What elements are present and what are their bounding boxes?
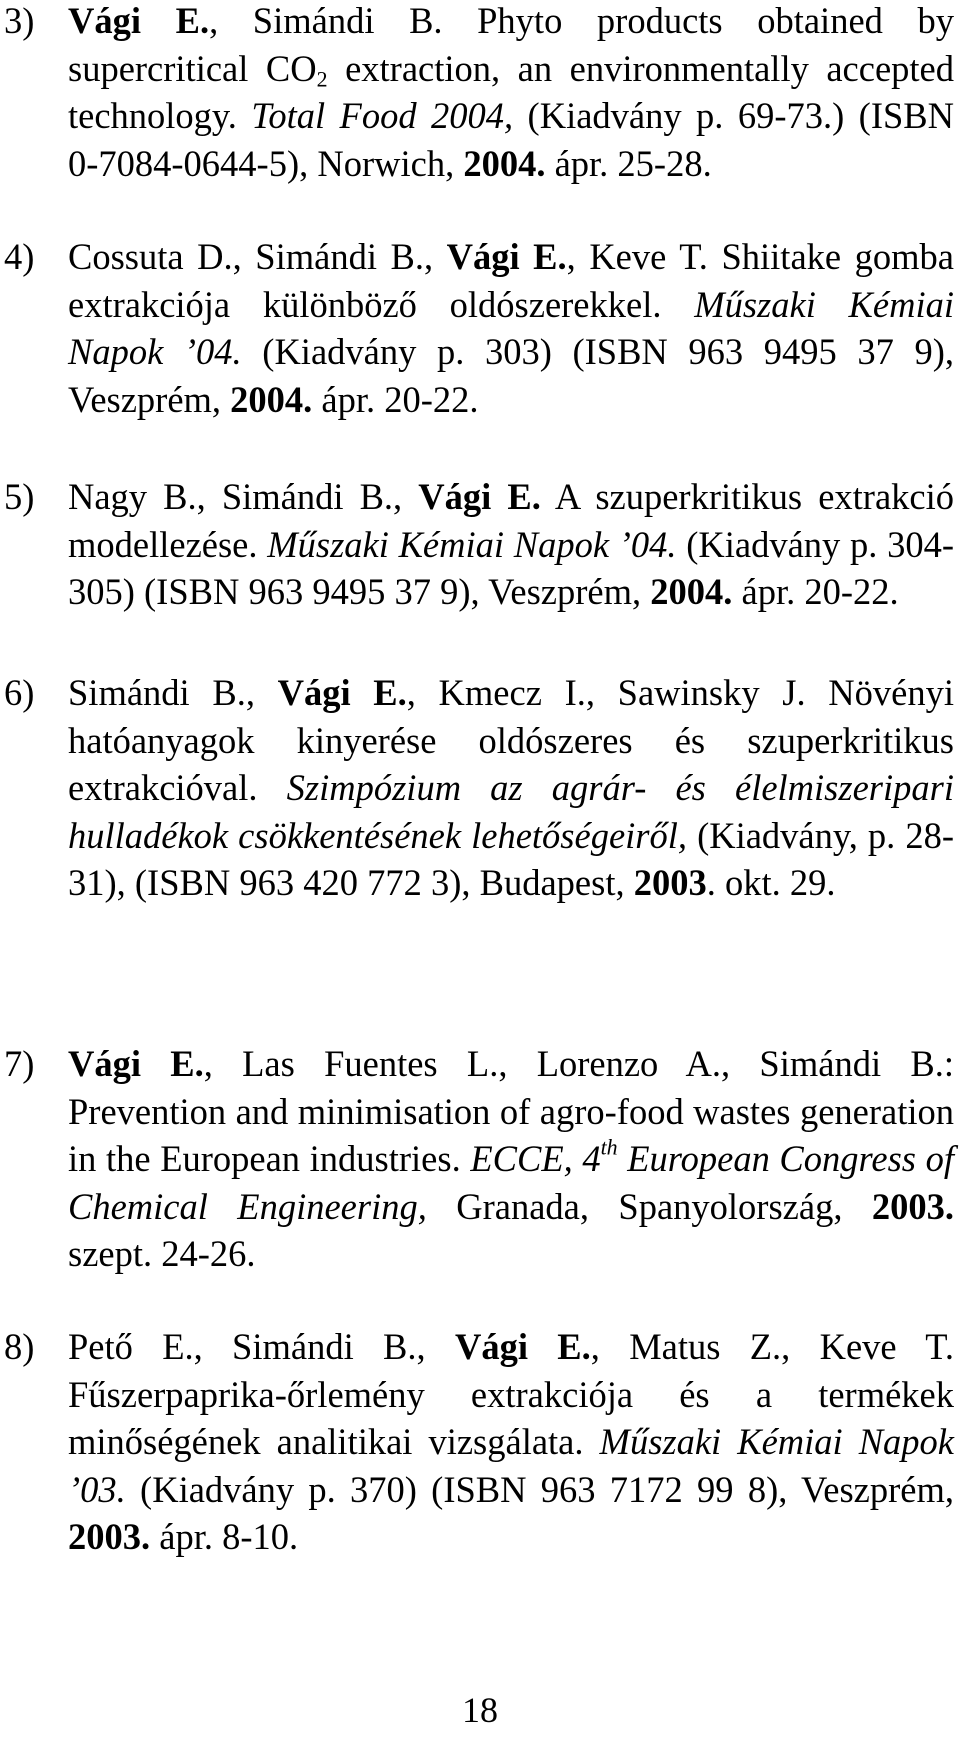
reference-segment: 2004.	[463, 142, 546, 184]
reference-segment: extraction, an environmentally accepted technology.	[68, 47, 954, 136]
reference-text	[68, 1040, 954, 1278]
reference-segment: Vági E.	[418, 476, 541, 517]
reference-number: 6)	[4, 672, 35, 713]
reference-segment: Műszaki Kémiai Napok ’03.	[68, 1421, 954, 1510]
reference-segment: Pető E., Simándi B.,	[68, 1326, 455, 1367]
reference-segment: ápr. 25-28.	[545, 142, 712, 184]
reference-segment: 2003.	[68, 1516, 151, 1557]
reference-item	[4, 1040, 954, 1278]
reference-segment: (Kiadvány p. 304-305) (ISBN 963 9495 37 9), Veszprém,	[68, 523, 954, 612]
reference-segment: 2003	[633, 862, 707, 903]
reference-number: 8)	[4, 1326, 35, 1367]
reference-segment: Vági E.	[277, 672, 407, 713]
page-number: 18	[462, 1690, 498, 1730]
reference-segment: Műszaki Kémiai Napok ’04.	[68, 283, 954, 372]
reference-segment: ECCE, 4	[470, 1138, 601, 1179]
reference-segment: A szuperkritikus extrakció modellezése.	[68, 476, 954, 565]
reference-segment: , Kmecz I., Sawinsky J. Növényi hatóanyagok kinyerése oldószeres és szuperkritikus extrakcióval.	[68, 672, 954, 808]
reference-segment: Simándi B.,	[68, 672, 278, 713]
reference-segment: Vági E.	[68, 0, 210, 41]
reference-item	[4, 0, 954, 187]
reference-number: 4)	[4, 236, 35, 277]
reference-segment: 2	[316, 65, 328, 91]
reference-segment: , Matus Z., Keve T. Fűszerpaprika-őrlemény extrakciója és a termékek minőségének analitikai vizsgálata.	[68, 1326, 954, 1462]
reference-text	[68, 233, 954, 423]
reference-segment: 2004.	[650, 571, 733, 612]
reference-item	[4, 233, 954, 423]
reference-segment: Műszaki Kémiai Napok ’04.	[267, 523, 677, 565]
reference-number: 7)	[4, 1043, 35, 1084]
reference-text	[68, 1323, 954, 1561]
reference-text	[68, 0, 954, 187]
reference-segment: , Simándi B. Phyto products obtained by supercritical CO	[68, 0, 954, 89]
reference-text	[68, 669, 954, 907]
reference-segment: Vági E.	[68, 1043, 204, 1084]
reference-segment: (Kiadvány p. 69-73.) (ISBN 0-7084-0644-5), Norwich,	[68, 95, 955, 184]
reference-segment: th	[600, 1134, 618, 1160]
reference-segment: ápr. 20-22.	[312, 378, 479, 420]
reference-segment: Total Food 2004,	[251, 95, 514, 136]
reference-segment: 2003.	[871, 1185, 954, 1227]
reference-segment: , Las Fuentes L., Lorenzo A., Simándi B.: Prevention and minimisation of agro-food wastes generation in the European industries.	[68, 1043, 954, 1179]
reference-segment: (Kiadvány p. 303) (ISBN 963 9495 37 9), Veszprém,	[68, 331, 954, 420]
reference-segment: Szimpózium az agrár- és élelmiszeripari hulladékok csökkentésének lehetőségeiről,	[68, 767, 954, 856]
reference-number: 3)	[4, 0, 35, 41]
reference-segment: (Kiadvány, p. 28-31), (ISBN 963 420 772 3), Budapest,	[68, 814, 955, 903]
reference-item	[4, 473, 954, 616]
reference-segment: ápr. 20-22.	[732, 571, 899, 612]
reference-item	[4, 669, 954, 907]
reference-segment: Nagy B., Simándi B.,	[68, 476, 419, 517]
reference-item	[4, 1323, 954, 1561]
reference-segment: 2004.	[230, 378, 313, 420]
reference-segment: Cossuta D., Simándi B.,	[68, 236, 447, 277]
reference-segment: , Keve T. Shiitake gomba extrakciója különböző oldószerekkel.	[68, 236, 954, 325]
reference-text	[68, 473, 954, 616]
reference-segment: Vági E.	[454, 1326, 591, 1367]
reference-segment: Vági E.	[446, 236, 567, 277]
reference-segment: (Kiadvány p. 370) (ISBN 963 7172 99 8), Veszprém,	[125, 1468, 954, 1510]
reference-number: 5)	[4, 476, 35, 517]
reference-segment: szept. 24-26.	[68, 1233, 256, 1274]
reference-segment: . okt. 29.	[706, 862, 836, 903]
reference-segment: ápr. 8-10.	[150, 1516, 299, 1557]
reference-segment: European Congress of Chemical Engineering,	[68, 1138, 954, 1227]
reference-segment: Granada, Spanyolország,	[426, 1185, 872, 1227]
